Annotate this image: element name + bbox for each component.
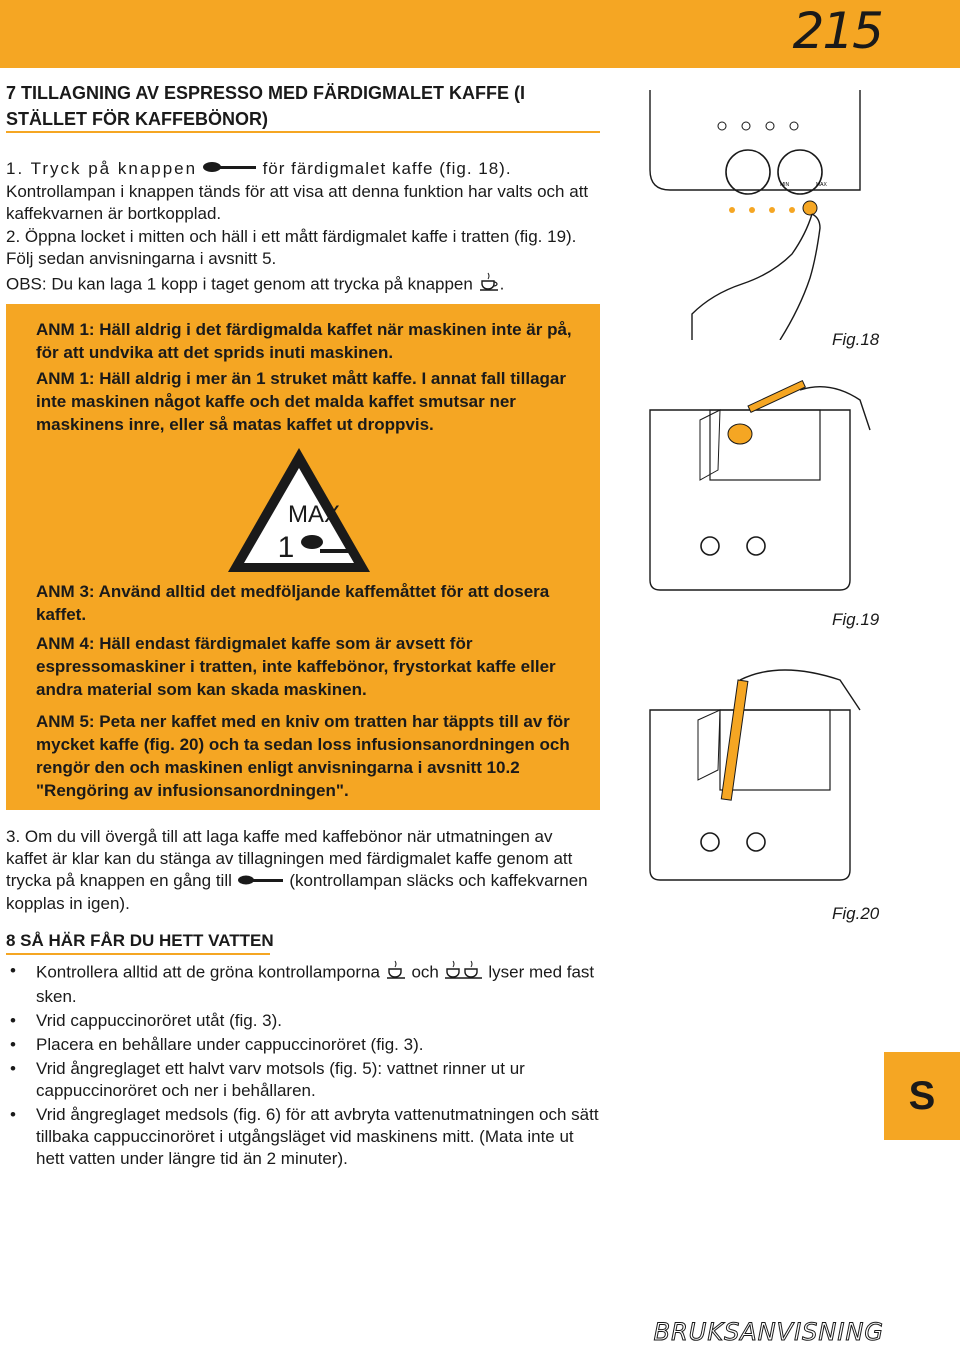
- one-cup-icon: [385, 960, 407, 986]
- list-item: • Placera en behållare under cappuccinoröret (fig. 3).: [10, 1035, 424, 1054]
- control-panel-illustration: [640, 90, 880, 340]
- one-cup-icon: [478, 272, 500, 298]
- page-number: 215: [792, 2, 882, 60]
- obs-text-b: .: [499, 274, 505, 294]
- step-3-text-a: 3. Om du vill övergå till att laga kaffe med kaffebönor när utmatningen av kaffet är klar kan du stänga av tillagningen med färdigmalet kaffe genom att trycka på knappen en gång till: [6, 827, 573, 890]
- section-7-rule: [6, 131, 600, 133]
- hot-water-steps: [6, 960, 600, 1172]
- fig-20-label: Fig.20: [832, 904, 880, 923]
- step-3: [6, 826, 598, 915]
- section-8-title: 8 SÅ HÄR FÅR DU HETT VATTEN: [6, 931, 274, 950]
- panel-min-label: MIN: [780, 182, 790, 188]
- list-item: • Kontrollera alltid att de gröna kontrollamporna och lyser med fast sken.: [10, 961, 595, 1006]
- step-1: [6, 158, 598, 225]
- max-sign-number: 1: [277, 531, 295, 564]
- step-1-text-c: Kontrollampan i knappen tänds för att visa att denna funktion har valts och att kaffekvarnen är bortkopplad.: [6, 181, 589, 223]
- section-8-rule: [6, 953, 270, 955]
- note-anm3: ANM 3: Använd alltid det medföljande kaffemåttet för att dosera kaffet.: [36, 582, 550, 624]
- step-2: 2. Öppna locket i mitten och häll i ett mått färdigmalet kaffe i tratten (fig. 19). Följ sedan anvisningarna i avsnitt 5.: [6, 227, 577, 268]
- obs-text-a: OBS: Du kan laga 1 kopp i taget genom att trycka på knappen: [6, 274, 473, 294]
- knife-in-funnel-illustration: [640, 660, 880, 900]
- figure-20: [640, 660, 880, 930]
- fig-18-label: Fig.18: [832, 330, 880, 349]
- obs-note: [6, 272, 598, 298]
- note-anm2: ANM 1: Häll aldrig i mer än 1 struket mått kaffe. I annat fall tillagar inte maskinen något kaffe och det malda kaffet smutsar ner maskinens inre, eller så matas kaffet ut droppvis.: [36, 369, 566, 434]
- fig-19-label: Fig.19: [832, 610, 880, 629]
- pouring-coffee-illustration: [640, 370, 880, 610]
- ground-coffee-scoop-icon: [202, 159, 258, 181]
- step-1-text-b: för färdigmalet kaffe (fig. 18).: [262, 159, 512, 178]
- language-tab: S: [884, 1052, 960, 1140]
- list-item: • Vrid ångreglaget medsols (fig. 6) för att avbryta vattenutmatningen och sätt tillbaka cappuccinoröret i utgångsläget vid maskinens mitt. (Mata inte ut hett vatten under längre tid än 2 minuter).: [10, 1105, 599, 1168]
- figure-19: [640, 370, 880, 630]
- step-1-text-a: 1. Tryck på knappen: [6, 159, 198, 178]
- section-7-title: 7 TILLAGNING AV ESPRESSO MED FÄRDIGMALET KAFFE (I STÄLLET FÖR KAFFEBÖNOR): [6, 83, 526, 129]
- footer-title: BRUKSANVISNING: [653, 1318, 884, 1346]
- max-one-scoop-sign: [226, 446, 372, 574]
- panel-max-label: MAX: [816, 182, 827, 188]
- list-item: • Vrid ångreglaget ett halvt varv motsols (fig. 5): vattnet rinner ut ur cappuccinoröret och ner i behållaren.: [10, 1059, 525, 1100]
- list-item: • Vrid cappuccinoröret utåt (fig. 3).: [10, 1011, 282, 1030]
- note-anm1: ANM 1: Häll aldrig i det färdigmalda kaffet när maskinen inte är på, för att undvika att det sprids inuti maskinen.: [36, 320, 572, 362]
- ground-coffee-scoop-icon: [237, 871, 285, 893]
- note-anm5: ANM 5: Peta ner kaffet med en kniv om tratten har täppts till av för mycket kaffe (fig. 20) och ta sedan loss infusionsanordningen och rengör den och maskinen enligt anvisningarna i avsnitt 10.2 "Rengöring av infusionsanordningen".: [36, 712, 570, 800]
- note-anm4: ANM 4: Häll endast färdigmalet kaffe som är avsett för espressomaskiner i tratten, inte kaffebönor, frystorkat kaffe eller andra material som kan skada maskinen.: [36, 634, 556, 699]
- figure-18: [640, 90, 880, 349]
- two-cups-icon: [444, 960, 484, 986]
- max-sign-label: MAX: [287, 501, 341, 528]
- warning-triangle-icon: [226, 446, 372, 574]
- step-3-text-b: (kontrollampan släcks och kaffekvarnen kopplas in igen).: [6, 871, 588, 913]
